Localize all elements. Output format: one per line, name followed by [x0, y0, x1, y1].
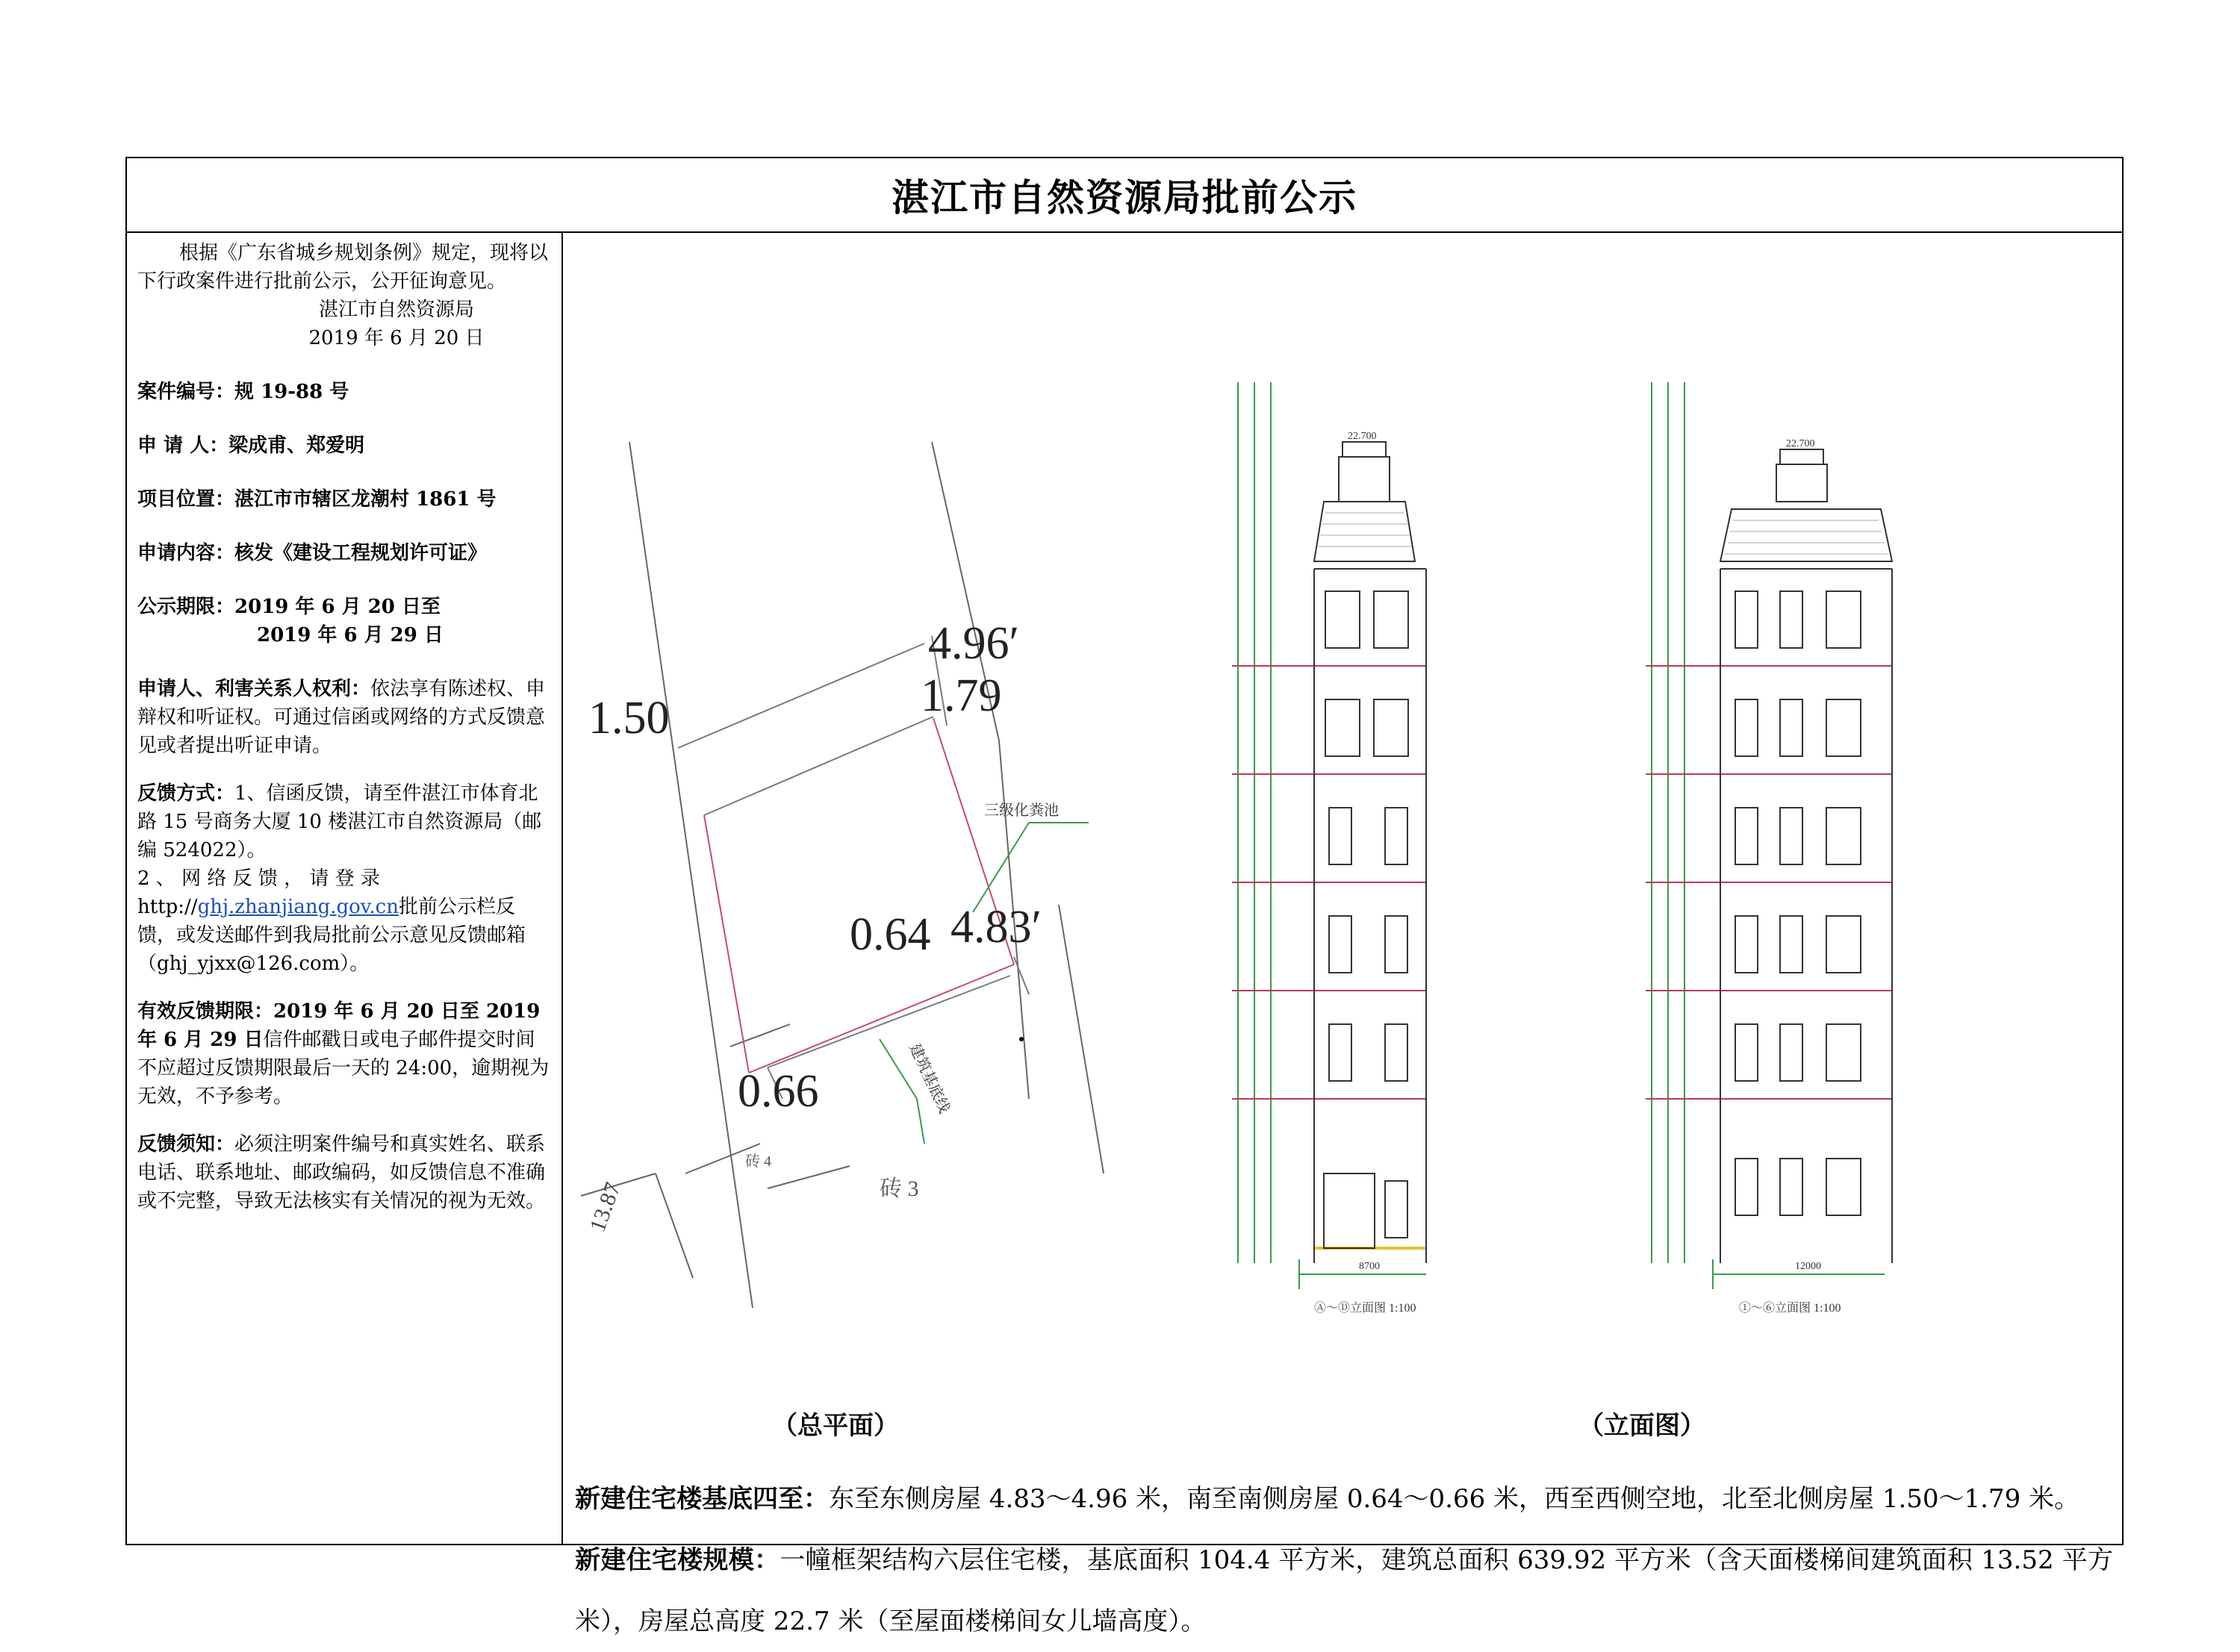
septic-tank-label: 三级化粪池 — [984, 802, 1059, 819]
rights-text: 依法享有陈述权、申辩权和听证权。可通过信函或网络的方式反馈意见或者提出听证申请。 — [137, 678, 546, 757]
feedback-deadline-text: 信件邮戳日或电子邮件提交时间不应超过反馈期限最后一天的 24:00，逾期视为无效，不予参考。 — [137, 1029, 550, 1108]
distance-0-64: 0.64 — [850, 909, 931, 960]
feedback-label: 反馈方式： — [137, 782, 235, 805]
elevation-title-right: ①～⑥立面图 1:100 — [1739, 1302, 1841, 1315]
rights — [137, 675, 551, 760]
feedback-deadline — [137, 997, 551, 1111]
feedback-notice-text: 必须注明案件编号和真实姓名、联系电话、联系地址、邮政编码，如反馈信息不准确或不完整，导致无法核实有关情况的视为无效。 — [137, 1133, 546, 1212]
width-dim-right: 12000 — [1795, 1261, 1821, 1272]
feedback-deadline-label: 有效反馈期限：2019 年 6 月 20 日至 2019 年 6 月 29 日 — [137, 1000, 541, 1051]
project-location-value: 湛江市市辖区龙潮村 1861 号 — [234, 488, 497, 511]
intro-text: 根据《广东省城乡规划条例》规定，现将以下行政案件进行批前公示，公开征询意见。 — [137, 242, 549, 293]
publicity-period — [137, 593, 551, 621]
distance-4-83: 4.83′ — [951, 902, 1042, 953]
feedback-notice — [137, 1130, 551, 1215]
publicity-period-label: 公示期限： — [137, 596, 235, 618]
case-number-value: 规 19-88 号 — [234, 381, 349, 403]
feedback-web-text: 2 、 网 络 反 馈 ， 请 登 录 http:// — [137, 867, 380, 918]
elevation-title-left: Ⓐ～Ⓓ立面图 1:100 — [1314, 1302, 1416, 1315]
feedback-mail-text: 1、信函反馈，请至件湛江市体育北路 15 号商务大厦 10 楼湛江市自然资源局（邮编 524022）。 — [137, 782, 542, 861]
site-plan-drawing — [566, 427, 1074, 1308]
drawings-column — [563, 233, 2122, 1636]
application-content-value: 核发《建设工程规划许可证》 — [234, 542, 488, 564]
publicity-period-end: 2019 年 6 月 29 日 — [257, 624, 444, 646]
applicant-value: 梁成甫、郑爱明 — [228, 434, 365, 457]
distance-4-96: 4.96′ — [928, 618, 1020, 669]
feedback-email-text: 批前公示栏反馈，或发送邮件到我局批前公示意见反馈邮箱（ghj_yjxx@126.com）。 — [137, 896, 526, 975]
publicity-period-start: 2019 年 6 月 20 日至 — [234, 596, 441, 618]
project-description — [575, 1468, 2113, 1652]
applicant — [137, 431, 551, 460]
lot-4-label: 砖 4 — [745, 1153, 771, 1170]
publicity-period-end-line — [137, 621, 551, 649]
project-location-label: 项目位置： — [137, 488, 235, 511]
elevation-drawing-left — [1202, 367, 1416, 1338]
top-level-left: 22.700 — [1348, 431, 1377, 442]
notice-frame — [125, 157, 2124, 1636]
distance-13-87: 13.87 — [585, 1179, 626, 1235]
page-title: 湛江市自然资源局批前公示 — [127, 158, 2122, 233]
distance-1-79: 1.79 — [921, 670, 1002, 721]
case-number-label: 案件编号： — [137, 381, 235, 403]
project-location — [137, 485, 551, 514]
distance-0-66: 0.66 — [738, 1066, 819, 1117]
scale-description — [575, 1530, 2113, 1652]
scale-text: 一幢框架结构六层住宅楼，基底面积 104.4 平方米，建筑总面积 639.92 平方米（含天面楼梯间建筑面积 13.52 平方米），房屋总高度 22.7 米（至屋面楼梯间女儿墙高度）。 — [575, 1545, 2114, 1636]
application-content-label: 申请内容： — [137, 542, 235, 564]
building-baseline-label: 建筑基底线 — [906, 1041, 953, 1116]
elevation-drawing-right — [1616, 367, 1862, 1338]
lot-3-label: 砖 3 — [880, 1176, 919, 1201]
scale-label: 新建住宅楼规模： — [575, 1545, 780, 1575]
elevation-caption: （立面图） — [1578, 1411, 1705, 1441]
site-plan-caption: （总平面） — [772, 1411, 899, 1441]
boundary-label: 新建住宅楼基底四至： — [575, 1484, 829, 1514]
distance-1-50: 1.50 — [588, 693, 670, 744]
feedback-website-link[interactable]: ghj.zhanjiang.gov.cn — [197, 896, 399, 918]
feedback-notice-label: 反馈须知： — [137, 1133, 235, 1156]
applicant-label: 申 请 人： — [137, 434, 229, 457]
notice-info-column — [127, 233, 563, 1544]
boundary-description — [575, 1468, 2113, 1530]
feedback-method-2 — [137, 864, 551, 978]
rights-label: 申请人、利害关系人权利： — [137, 678, 371, 700]
feedback-method-1 — [137, 779, 551, 864]
top-level-right: 22.700 — [1786, 438, 1815, 449]
width-dim-left: 8700 — [1359, 1261, 1380, 1272]
issuer: 湛江市自然资源局 — [318, 299, 474, 321]
case-number — [137, 378, 551, 406]
boundary-text: 东至东侧房屋 4.83～4.96 米，南至南侧房屋 0.64～0.66 米，西至西侧空地，北至北侧房屋 1.50～1.79 米。 — [829, 1484, 2080, 1514]
issue-date: 2019 年 6 月 20 日 — [308, 327, 485, 349]
application-content — [137, 539, 551, 567]
